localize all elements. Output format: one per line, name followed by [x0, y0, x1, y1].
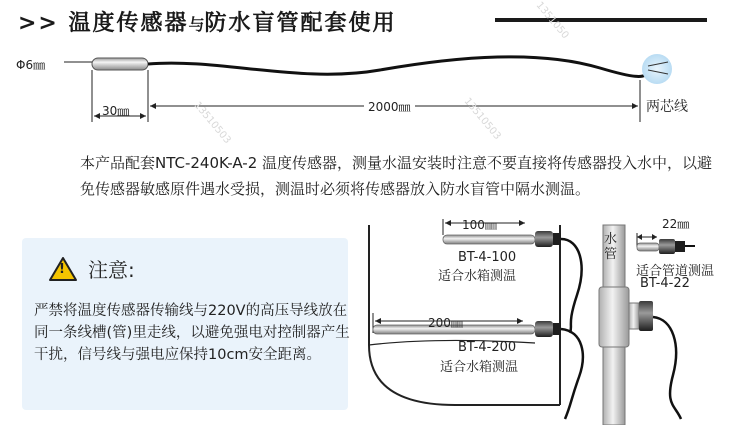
notice-text: 严禁将温度传感器传输线与220V的高压导线放在同一条线槽(管)里走线，以避免强电对控制器产生干扰，信号线与强电应保持10cm安全距离。: [34, 303, 350, 363]
probe-bt422-cable-installed: [653, 317, 681, 419]
probe-bt422-rod: [637, 243, 659, 251]
probe-installation-diagram: [355, 205, 750, 425]
wire-end-bubble: [642, 54, 672, 84]
watermark: 13510503: [191, 100, 233, 147]
pipe-tee: [599, 287, 629, 347]
bt4100-usage-label: 适合水箱测温: [438, 269, 517, 284]
bt4200-length-label: 200㎜: [428, 316, 463, 330]
probe-bt4200-head: [535, 321, 553, 337]
watermark: 13510503: [461, 96, 503, 143]
bt422-length-label: 22㎜: [662, 217, 690, 231]
probe-tip: [92, 58, 148, 70]
probe-bt4200-cable: [561, 329, 583, 419]
bt422-usage-label: 适合管道测温: [636, 264, 715, 279]
warning-symbol: !: [59, 262, 65, 277]
tip-length-label: 30㎜: [102, 104, 130, 118]
page-title: [18, 6, 397, 37]
title-rule: [495, 18, 707, 22]
title-connector: 与: [188, 15, 205, 34]
diameter-label: Φ6㎜: [16, 58, 46, 72]
bt4200-model-label: BT-4-200: [458, 340, 517, 355]
cable-length-label: 2000㎜: [364, 98, 415, 115]
bt4100-model-label: BT-4-100: [458, 250, 517, 265]
bt4200-usage-label: 适合水箱测温: [440, 360, 519, 375]
title-part2: 防水盲管配套使用: [204, 11, 397, 36]
description-paragraph: 本产品配套NTC-240K-A-2 温度传感器，测量水温安装时注意不要直接将传感器投入水中，以避免传感器敏感原件遇水受损，测温时必须将传感器放入防水盲管中隔水测温。: [80, 154, 713, 198]
pipe-label: 水管: [604, 232, 618, 262]
watermark: 1351050: [533, 0, 571, 42]
sensor-cable: [148, 57, 655, 77]
probe-bt4100-head: [535, 231, 553, 247]
notice-heading: 注意:: [88, 258, 135, 282]
probe-bt422-head: [659, 239, 675, 254]
probe-bt4100-rod: [443, 235, 535, 244]
bt4100-length-label: 100㎜: [462, 218, 497, 232]
bt422-model-label: BT-4-22: [640, 276, 690, 291]
title-part1: >> 温度传感器: [18, 11, 189, 36]
wire-end-label: 两芯线: [646, 99, 688, 115]
probe-bt4100-cable: [561, 239, 582, 333]
probe-bt422-head-installed: [639, 301, 653, 331]
